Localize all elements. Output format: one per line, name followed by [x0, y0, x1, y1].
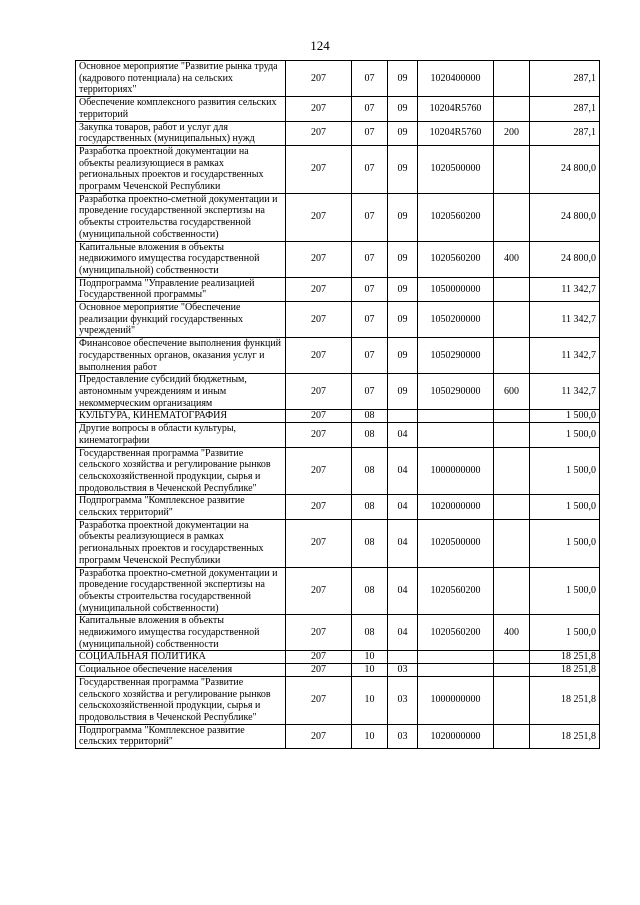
- table-row: [76, 519, 600, 567]
- section-cell: 08: [352, 495, 388, 519]
- section-cell: 10: [352, 724, 388, 748]
- section-cell: 07: [352, 97, 388, 121]
- ministry-code-cell: 207: [286, 121, 352, 145]
- ministry-code-cell: 207: [286, 193, 352, 241]
- target-article-cell: 1020560200: [418, 567, 494, 615]
- table-row: [76, 374, 600, 410]
- amount-cell: 1 500,0: [530, 519, 600, 567]
- item-name-cell: Капитальные вложения в объекты недвижимого имущества государственной (муниципальной) собственности: [76, 615, 286, 651]
- target-article-cell: 1020560200: [418, 615, 494, 651]
- section-cell: 08: [352, 410, 388, 423]
- section-cell: 07: [352, 338, 388, 374]
- expense-type-cell: [494, 495, 530, 519]
- expense-type-cell: [494, 676, 530, 724]
- expense-type-cell: [494, 423, 530, 447]
- ministry-code-cell: 207: [286, 676, 352, 724]
- ministry-code-cell: 207: [286, 724, 352, 748]
- subsection-cell: [388, 410, 418, 423]
- target-article-cell: [418, 664, 494, 677]
- table-row: [76, 97, 600, 121]
- ministry-code-cell: 207: [286, 651, 352, 664]
- target-article-cell: 1050290000: [418, 374, 494, 410]
- expense-type-cell: [494, 61, 530, 97]
- table-row: [76, 410, 600, 423]
- target-article-cell: 10204R5760: [418, 121, 494, 145]
- ministry-code-cell: 207: [286, 374, 352, 410]
- amount-cell: 1 500,0: [530, 615, 600, 651]
- item-name-cell: Подпрограмма "Управление реализацией Государственной программы": [76, 277, 286, 301]
- item-name-cell: Основное мероприятие "Обеспечение реализации функций государственных учреждений": [76, 302, 286, 338]
- section-cell: 07: [352, 374, 388, 410]
- item-name-cell: Основное мероприятие "Развитие рынка труда (кадрового потенциала) на сельских территориях": [76, 61, 286, 97]
- amount-cell: 287,1: [530, 121, 600, 145]
- item-name-cell: Предоставление субсидий бюджетным, автономным учреждениям и иным некоммерческим организациям: [76, 374, 286, 410]
- target-article-cell: 1050000000: [418, 277, 494, 301]
- ministry-code-cell: 207: [286, 61, 352, 97]
- amount-cell: 24 800,0: [530, 193, 600, 241]
- expense-type-cell: [494, 277, 530, 301]
- section-cell: 08: [352, 423, 388, 447]
- expense-type-cell: [494, 338, 530, 374]
- table-row: [76, 724, 600, 748]
- subsection-cell: 04: [388, 447, 418, 495]
- section-cell: 08: [352, 447, 388, 495]
- subsection-cell: 04: [388, 615, 418, 651]
- table-row: [76, 447, 600, 495]
- expense-type-cell: 200: [494, 121, 530, 145]
- expense-type-cell: 400: [494, 241, 530, 277]
- amount-cell: 11 342,7: [530, 338, 600, 374]
- subsection-cell: 09: [388, 241, 418, 277]
- table-row: [76, 651, 600, 664]
- amount-cell: 11 342,7: [530, 302, 600, 338]
- ministry-code-cell: 207: [286, 241, 352, 277]
- target-article-cell: 1020000000: [418, 495, 494, 519]
- ministry-code-cell: 207: [286, 615, 352, 651]
- expense-type-cell: [494, 193, 530, 241]
- target-article-cell: 1020500000: [418, 519, 494, 567]
- amount-cell: 18 251,8: [530, 724, 600, 748]
- amount-cell: 18 251,8: [530, 664, 600, 677]
- target-article-cell: [418, 410, 494, 423]
- subsection-cell: 03: [388, 724, 418, 748]
- section-cell: 07: [352, 302, 388, 338]
- table-row: [76, 302, 600, 338]
- section-cell: 07: [352, 241, 388, 277]
- expense-type-cell: [494, 724, 530, 748]
- section-cell: 07: [352, 193, 388, 241]
- ministry-code-cell: 207: [286, 97, 352, 121]
- table-row: [76, 277, 600, 301]
- ministry-code-cell: 207: [286, 277, 352, 301]
- subsection-cell: 09: [388, 374, 418, 410]
- ministry-code-cell: 207: [286, 423, 352, 447]
- amount-cell: 11 342,7: [530, 277, 600, 301]
- table-row: [76, 121, 600, 145]
- subsection-cell: 09: [388, 145, 418, 193]
- item-name-cell: Обеспечение комплексного развития сельских территорий: [76, 97, 286, 121]
- table-row: [76, 338, 600, 374]
- amount-cell: 18 251,8: [530, 676, 600, 724]
- table-row: [76, 676, 600, 724]
- target-article-cell: 10204R5760: [418, 97, 494, 121]
- expense-type-cell: [494, 302, 530, 338]
- target-article-cell: 1050200000: [418, 302, 494, 338]
- target-article-cell: 1020000000: [418, 724, 494, 748]
- amount-cell: 24 800,0: [530, 145, 600, 193]
- expense-type-cell: [494, 447, 530, 495]
- subsection-cell: [388, 651, 418, 664]
- budget-table: [75, 60, 600, 749]
- amount-cell: 24 800,0: [530, 241, 600, 277]
- item-name-cell: Финансовое обеспечение выполнения функций государственных органов, оказания услуг и выполнения работ: [76, 338, 286, 374]
- subsection-cell: 03: [388, 664, 418, 677]
- amount-cell: 18 251,8: [530, 651, 600, 664]
- amount-cell: 1 500,0: [530, 447, 600, 495]
- section-cell: 07: [352, 61, 388, 97]
- expense-type-cell: 400: [494, 615, 530, 651]
- table-row: [76, 495, 600, 519]
- subsection-cell: 04: [388, 519, 418, 567]
- item-name-cell: СОЦИАЛЬНАЯ ПОЛИТИКА: [76, 651, 286, 664]
- subsection-cell: 09: [388, 302, 418, 338]
- section-cell: 07: [352, 121, 388, 145]
- amount-cell: 287,1: [530, 61, 600, 97]
- table-row: [76, 145, 600, 193]
- ministry-code-cell: 207: [286, 302, 352, 338]
- table-row: [76, 423, 600, 447]
- subsection-cell: 09: [388, 338, 418, 374]
- amount-cell: 1 500,0: [530, 423, 600, 447]
- ministry-code-cell: 207: [286, 410, 352, 423]
- subsection-cell: 03: [388, 676, 418, 724]
- table-row: [76, 61, 600, 97]
- expense-type-cell: [494, 97, 530, 121]
- ministry-code-cell: 207: [286, 338, 352, 374]
- target-article-cell: 1050290000: [418, 338, 494, 374]
- target-article-cell: 1020560200: [418, 241, 494, 277]
- table-row: [76, 241, 600, 277]
- page-number: 124: [310, 38, 330, 53]
- amount-cell: 1 500,0: [530, 410, 600, 423]
- expense-type-cell: [494, 651, 530, 664]
- item-name-cell: Капитальные вложения в объекты недвижимого имущества государственной (муниципальной) собственности: [76, 241, 286, 277]
- subsection-cell: 09: [388, 61, 418, 97]
- item-name-cell: Подпрограмма "Комплексное развитие сельских территорий": [76, 495, 286, 519]
- section-cell: 08: [352, 519, 388, 567]
- item-name-cell: Другие вопросы в области культуры, кинематографии: [76, 423, 286, 447]
- subsection-cell: 04: [388, 567, 418, 615]
- ministry-code-cell: 207: [286, 664, 352, 677]
- ministry-code-cell: 207: [286, 447, 352, 495]
- amount-cell: 1 500,0: [530, 495, 600, 519]
- item-name-cell: Социальное обеспечение населения: [76, 664, 286, 677]
- table-row: [76, 193, 600, 241]
- target-article-cell: 1020400000: [418, 61, 494, 97]
- section-cell: 07: [352, 145, 388, 193]
- subsection-cell: 04: [388, 423, 418, 447]
- expense-type-cell: [494, 410, 530, 423]
- item-name-cell: Государственная программа "Развитие сельского хозяйства и регулирование рынков сельскохозяйственной продукции, сырья и продовольствия в Чеченской Республике": [76, 676, 286, 724]
- item-name-cell: Разработка проектной документации на объекты реализующиеся в рамках региональных проектов и государственных программ Чеченской Республики: [76, 519, 286, 567]
- item-name-cell: Разработка проектно-сметной документации и проведение государственной экспертизы на объекты строительства государственной (муниципальной собственности): [76, 567, 286, 615]
- section-cell: 10: [352, 664, 388, 677]
- item-name-cell: Подпрограмма "Комплексное развитие сельских территорий": [76, 724, 286, 748]
- expense-type-cell: 600: [494, 374, 530, 410]
- item-name-cell: Разработка проектной документации на объекты реализующиеся в рамках региональных проектов и государственных программ Чеченской Республики: [76, 145, 286, 193]
- subsection-cell: 09: [388, 193, 418, 241]
- ministry-code-cell: 207: [286, 567, 352, 615]
- target-article-cell: 1020500000: [418, 145, 494, 193]
- amount-cell: 11 342,7: [530, 374, 600, 410]
- target-article-cell: 1000000000: [418, 676, 494, 724]
- amount-cell: 287,1: [530, 97, 600, 121]
- section-cell: 07: [352, 277, 388, 301]
- section-cell: 08: [352, 615, 388, 651]
- target-article-cell: 1020560200: [418, 193, 494, 241]
- table-row: [76, 664, 600, 677]
- item-name-cell: Разработка проектно-сметной документации и проведение государственной экспертизы на объекты строительства государственной (муниципальной собственности): [76, 193, 286, 241]
- target-article-cell: [418, 423, 494, 447]
- item-name-cell: Закупка товаров, работ и услуг для государственных (муниципальных) нужд: [76, 121, 286, 145]
- ministry-code-cell: 207: [286, 145, 352, 193]
- ministry-code-cell: 207: [286, 495, 352, 519]
- section-cell: 10: [352, 676, 388, 724]
- subsection-cell: 04: [388, 495, 418, 519]
- section-cell: 08: [352, 567, 388, 615]
- amount-cell: 1 500,0: [530, 567, 600, 615]
- expense-type-cell: [494, 145, 530, 193]
- target-article-cell: 1000000000: [418, 447, 494, 495]
- table-row: [76, 567, 600, 615]
- table-row: [76, 615, 600, 651]
- item-name-cell: КУЛЬТУРА, КИНЕМАТОГРАФИЯ: [76, 410, 286, 423]
- subsection-cell: 09: [388, 97, 418, 121]
- expense-type-cell: [494, 567, 530, 615]
- expense-type-cell: [494, 519, 530, 567]
- ministry-code-cell: 207: [286, 519, 352, 567]
- section-cell: 10: [352, 651, 388, 664]
- expense-type-cell: [494, 664, 530, 677]
- item-name-cell: Государственная программа "Развитие сельского хозяйства и регулирование рынков сельскохозяйственной продукции, сырья и продовольствия в Чеченской Республике": [76, 447, 286, 495]
- subsection-cell: 09: [388, 277, 418, 301]
- target-article-cell: [418, 651, 494, 664]
- subsection-cell: 09: [388, 121, 418, 145]
